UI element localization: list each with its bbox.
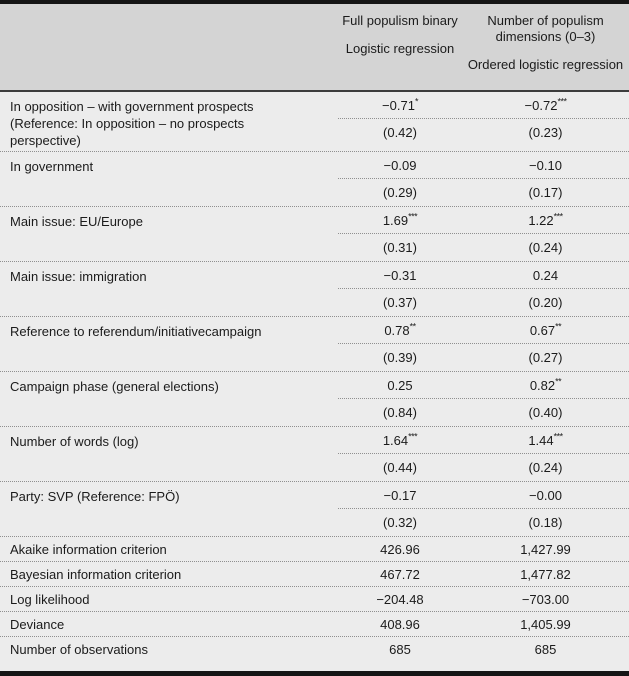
stat-value: 426.96 (380, 541, 420, 557)
coef-cell: 0.24 (532, 267, 559, 283)
stat-label: Akaike information criterion (10, 541, 167, 557)
se-line (338, 344, 629, 371)
coef-row (0, 262, 629, 317)
coef-cell: −0.31 (383, 267, 417, 283)
stat-label: Bayesian information criterion (10, 566, 182, 582)
coef-line (338, 482, 629, 509)
se-line (338, 454, 629, 481)
significance-stars: *** (408, 431, 418, 442)
coef-cell: −0.72*** (524, 96, 567, 113)
significance-stars: *** (408, 211, 418, 222)
coef-row (0, 482, 629, 537)
row-label: Main issue: EU/Europe (10, 214, 143, 229)
stat-row (0, 537, 629, 562)
stat-row (0, 637, 629, 662)
se-cell: (0.32) (383, 515, 417, 530)
stat-value: −204.48 (376, 591, 424, 607)
row-label: Reference to referendum/initiativecampaign (10, 324, 262, 339)
row-values (338, 372, 629, 426)
coef-row (0, 152, 629, 207)
row-values (338, 427, 629, 481)
row-values (338, 262, 629, 316)
se-cell: (0.24) (528, 460, 563, 475)
row-values (338, 317, 629, 371)
coef-cell: −0.10 (529, 157, 562, 173)
se-line (338, 289, 629, 316)
model1-title: Full populism binary (342, 13, 458, 28)
stat-value: 1,405.99 (520, 616, 571, 632)
row-values (338, 152, 629, 206)
coef-cell: 1.44*** (528, 431, 563, 448)
stat-value: 467.72 (380, 566, 420, 582)
coef-line (338, 152, 629, 179)
column-header-model1 (338, 13, 462, 90)
stat-row (0, 587, 629, 612)
stat-value: 685 (389, 642, 411, 657)
significance-stars: ** (409, 321, 416, 332)
coef-line (338, 207, 629, 234)
stat-value: 685 (534, 642, 557, 657)
row-label: In opposition – with government prospects (Reference: In opposition – no prospects perspective) (10, 99, 254, 148)
coef-cell: 0.67** (529, 321, 562, 338)
table-header (0, 4, 629, 92)
coef-row (0, 372, 629, 427)
row-values (338, 207, 629, 261)
significance-stars: *** (557, 96, 567, 107)
coef-cell: 1.69*** (382, 211, 418, 228)
se-line (338, 119, 629, 146)
coef-line (338, 262, 629, 289)
coef-cell: −0.00 (529, 487, 562, 503)
stat-label: Deviance (10, 616, 65, 632)
row-label: Party: SVP (Reference: FPÖ) (10, 489, 180, 504)
row-label: Number of words (log) (10, 434, 139, 449)
se-cell: (0.18) (528, 515, 563, 530)
se-cell: (0.17) (528, 185, 563, 200)
se-cell: (0.42) (383, 125, 417, 140)
model1-method: Logistic regression (345, 41, 455, 56)
significance-stars: ** (555, 376, 562, 387)
row-label: Campaign phase (general elections) (10, 379, 219, 394)
coef-cell: 0.82** (529, 376, 562, 393)
stat-row (0, 562, 629, 587)
significance-stars: *** (553, 431, 563, 442)
stat-label: Log likelihood (10, 591, 90, 607)
se-cell: (0.84) (383, 405, 417, 420)
coef-cell: 1.64*** (382, 431, 418, 448)
stat-label: Number of observations (10, 642, 149, 657)
significance-stars: ** (555, 321, 562, 332)
row-values (338, 482, 629, 536)
coef-cell: 1.22*** (528, 211, 563, 228)
coef-line (338, 427, 629, 454)
model2-title: Number of populism dimensions (0–3) (487, 13, 604, 44)
se-line (338, 509, 629, 536)
se-cell: (0.39) (383, 350, 417, 365)
coef-cell: 0.78** (384, 321, 416, 338)
coef-row (0, 92, 629, 152)
row-values (338, 92, 629, 151)
coef-cell: −0.09 (383, 157, 417, 173)
se-line (338, 179, 629, 206)
se-cell: (0.27) (528, 350, 563, 365)
se-cell: (0.44) (383, 460, 417, 475)
significance-stars: *** (553, 211, 563, 222)
coef-line (338, 92, 629, 119)
row-label: In government (10, 159, 94, 174)
coef-cell: −0.17 (383, 487, 417, 503)
se-cell: (0.20) (528, 295, 563, 310)
se-cell: (0.24) (528, 240, 563, 255)
coef-row (0, 207, 629, 262)
se-line (338, 234, 629, 261)
stat-value: −703.00 (521, 591, 570, 607)
coef-line (338, 372, 629, 399)
significance-stars: * (414, 96, 418, 107)
se-line (338, 399, 629, 426)
coef-row (0, 427, 629, 482)
stat-value: 1,427.99 (520, 541, 571, 557)
se-cell: (0.31) (383, 240, 417, 255)
coef-cell: −0.71* (382, 96, 418, 113)
model2-method: Ordered logistic regression (467, 57, 624, 72)
se-cell: (0.23) (528, 125, 563, 140)
stat-row (0, 612, 629, 637)
stat-value: 1,477.82 (520, 566, 571, 582)
se-cell: (0.40) (528, 405, 563, 420)
stat-value: 408.96 (380, 616, 420, 632)
header-spacer (0, 13, 338, 90)
se-cell: (0.29) (383, 185, 417, 200)
row-label: Main issue: immigration (10, 269, 147, 284)
coef-row (0, 317, 629, 372)
coef-line (338, 317, 629, 344)
column-header-model2 (462, 13, 629, 90)
se-cell: (0.37) (383, 295, 417, 310)
coef-cell: 0.25 (387, 377, 413, 393)
